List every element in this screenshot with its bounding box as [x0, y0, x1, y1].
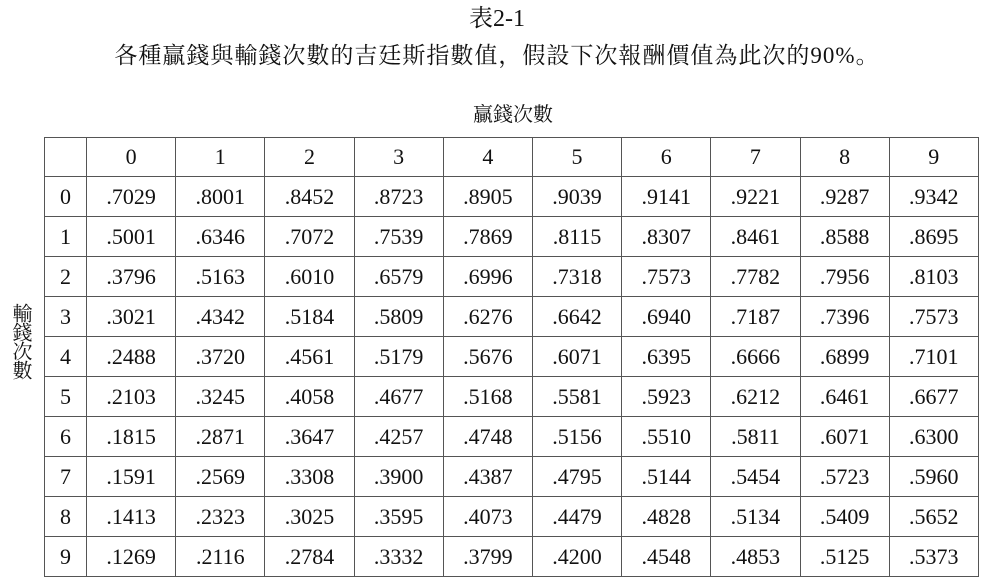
value-cell: .9039	[532, 177, 621, 217]
value-cell: .5454	[711, 457, 800, 497]
table-number: 表2-1	[469, 6, 525, 32]
value-cell: .4677	[354, 377, 443, 417]
row-header-cell: 8	[45, 497, 87, 537]
value-cell: .3021	[87, 297, 176, 337]
value-cell: .5652	[889, 497, 978, 537]
value-cell: .8307	[622, 217, 711, 257]
value-cell: .1269	[87, 537, 176, 577]
value-cell: .7782	[711, 257, 800, 297]
value-cell: .3245	[176, 377, 265, 417]
header-row	[45, 138, 979, 177]
value-cell: .7187	[711, 297, 800, 337]
table-row	[45, 177, 979, 217]
table-row	[45, 217, 979, 257]
value-cell: .4058	[265, 377, 354, 417]
value-cell: .4257	[354, 417, 443, 457]
value-cell: .5581	[532, 377, 621, 417]
value-cell: .5125	[800, 537, 889, 577]
value-cell: .4561	[265, 337, 354, 377]
value-cell: .8461	[711, 217, 800, 257]
value-cell: .6899	[800, 337, 889, 377]
corner-cell	[45, 138, 87, 177]
value-cell: .6996	[443, 257, 532, 297]
value-cell: .4479	[532, 497, 621, 537]
row-header-cell: 0	[45, 177, 87, 217]
value-cell: .5409	[800, 497, 889, 537]
value-cell: .7573	[889, 297, 978, 337]
value-cell: .6395	[622, 337, 711, 377]
value-cell: .2569	[176, 457, 265, 497]
value-cell: .5144	[622, 457, 711, 497]
value-cell: .4853	[711, 537, 800, 577]
value-cell: .9342	[889, 177, 978, 217]
value-cell: .5184	[265, 297, 354, 337]
value-cell: .4387	[443, 457, 532, 497]
value-cell: .3900	[354, 457, 443, 497]
value-cell: .5923	[622, 377, 711, 417]
table-row	[45, 297, 979, 337]
value-cell: .2103	[87, 377, 176, 417]
value-cell: .4073	[443, 497, 532, 537]
value-cell: .6677	[889, 377, 978, 417]
value-cell: .5723	[800, 457, 889, 497]
row-header-cell: 2	[45, 257, 87, 297]
value-cell: .8723	[354, 177, 443, 217]
table-row	[45, 497, 979, 537]
value-cell: .3332	[354, 537, 443, 577]
value-cell: .5001	[87, 217, 176, 257]
table-row	[45, 537, 979, 577]
value-cell: .6212	[711, 377, 800, 417]
column-header-cell: 4	[443, 138, 532, 177]
value-cell: .4548	[622, 537, 711, 577]
column-header-cell: 9	[889, 138, 978, 177]
value-cell: .6579	[354, 257, 443, 297]
table-row	[45, 417, 979, 457]
value-cell: .6071	[532, 337, 621, 377]
value-cell: .5168	[443, 377, 532, 417]
value-cell: .1591	[87, 457, 176, 497]
value-cell: .5156	[532, 417, 621, 457]
table-row	[45, 337, 979, 377]
column-header-cell: 7	[711, 138, 800, 177]
value-cell: .7539	[354, 217, 443, 257]
value-cell: .8001	[176, 177, 265, 217]
row-header-cell: 6	[45, 417, 87, 457]
table-row	[45, 257, 979, 297]
value-cell: .6276	[443, 297, 532, 337]
value-cell: .5960	[889, 457, 978, 497]
column-header-cell: 6	[622, 138, 711, 177]
table-row	[45, 457, 979, 497]
row-header-cell: 7	[45, 457, 87, 497]
value-cell: .7101	[889, 337, 978, 377]
value-cell: .9287	[800, 177, 889, 217]
value-cell: .2116	[176, 537, 265, 577]
value-cell: .2488	[87, 337, 176, 377]
value-cell: .5809	[354, 297, 443, 337]
column-header-cell: 0	[87, 138, 176, 177]
table-caption: 各種贏錢與輸錢次數的吉廷斯指數值，假設下次報酬價值為此次的90%。	[114, 43, 880, 68]
value-cell: .3647	[265, 417, 354, 457]
value-cell: .6010	[265, 257, 354, 297]
row-header-cell: 4	[45, 337, 87, 377]
value-cell: .5676	[443, 337, 532, 377]
value-cell: .6461	[800, 377, 889, 417]
value-cell: .4828	[622, 497, 711, 537]
value-cell: .6666	[711, 337, 800, 377]
value-cell: .3799	[443, 537, 532, 577]
value-cell: .9221	[711, 177, 800, 217]
table-row	[45, 377, 979, 417]
value-cell: .7029	[87, 177, 176, 217]
value-cell: .3595	[354, 497, 443, 537]
row-header-cell: 5	[45, 377, 87, 417]
value-cell: .5510	[622, 417, 711, 457]
row-header-cell: 9	[45, 537, 87, 577]
value-cell: .4342	[176, 297, 265, 337]
column-header-cell: 3	[354, 138, 443, 177]
value-cell: .5179	[354, 337, 443, 377]
value-cell: .1413	[87, 497, 176, 537]
row-axis-label: 輸錢次數	[9, 303, 33, 379]
value-cell: .4748	[443, 417, 532, 457]
column-header-cell: 5	[532, 138, 621, 177]
value-cell: .7956	[800, 257, 889, 297]
value-cell: .2784	[265, 537, 354, 577]
value-cell: .3796	[87, 257, 176, 297]
value-cell: .8588	[800, 217, 889, 257]
value-cell: .1815	[87, 417, 176, 457]
value-cell: .5373	[889, 537, 978, 577]
value-cell: .8115	[532, 217, 621, 257]
column-header-cell: 1	[176, 138, 265, 177]
column-axis-label: 贏錢次數	[473, 102, 553, 126]
value-cell: .7318	[532, 257, 621, 297]
value-cell: .4200	[532, 537, 621, 577]
row-header-cell: 1	[45, 217, 87, 257]
value-cell: .5811	[711, 417, 800, 457]
value-cell: .6940	[622, 297, 711, 337]
value-cell: .9141	[622, 177, 711, 217]
value-cell: .6642	[532, 297, 621, 337]
value-cell: .8103	[889, 257, 978, 297]
value-cell: .6346	[176, 217, 265, 257]
value-cell: .7573	[622, 257, 711, 297]
value-cell: .6071	[800, 417, 889, 457]
value-cell: .3025	[265, 497, 354, 537]
value-cell: .5134	[711, 497, 800, 537]
value-cell: .7072	[265, 217, 354, 257]
value-cell: .2871	[176, 417, 265, 457]
value-cell: .8452	[265, 177, 354, 217]
value-cell: .7869	[443, 217, 532, 257]
value-cell: .8905	[443, 177, 532, 217]
value-cell: .4795	[532, 457, 621, 497]
value-cell: .2323	[176, 497, 265, 537]
value-cell: .8695	[889, 217, 978, 257]
row-header-cell: 3	[45, 297, 87, 337]
column-header-cell: 8	[800, 138, 889, 177]
value-cell: .7396	[800, 297, 889, 337]
value-cell: .6300	[889, 417, 978, 457]
column-header-cell: 2	[265, 138, 354, 177]
gittins-index-table	[44, 137, 979, 577]
value-cell: .3720	[176, 337, 265, 377]
value-cell: .3308	[265, 457, 354, 497]
value-cell: .5163	[176, 257, 265, 297]
